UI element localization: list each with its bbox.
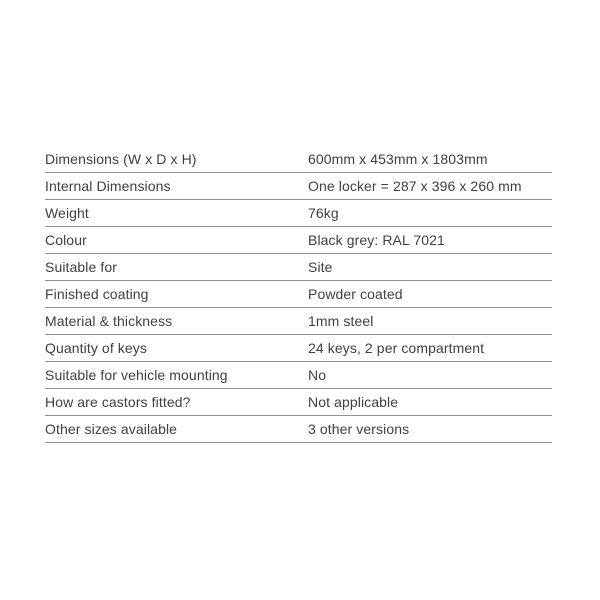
table-row — [45, 254, 552, 281]
spec-label: Colour — [45, 227, 308, 254]
spec-value: No — [308, 362, 552, 389]
spec-value: 1mm steel — [308, 308, 552, 335]
table-row — [45, 146, 552, 173]
spec-label: How are castors fitted? — [45, 389, 308, 416]
spec-label: Quantity of keys — [45, 335, 308, 362]
spec-value: Powder coated — [308, 281, 552, 308]
table-row — [45, 416, 552, 443]
spec-label: Material & thickness — [45, 308, 308, 335]
table-row — [45, 200, 552, 227]
spec-value: Not applicable — [308, 389, 552, 416]
table-row — [45, 335, 552, 362]
table-row — [45, 173, 552, 200]
specification-table — [45, 146, 552, 443]
spec-value: 76kg — [308, 200, 552, 227]
spec-label: Other sizes available — [45, 416, 308, 443]
table-row — [45, 281, 552, 308]
spec-label: Internal Dimensions — [45, 173, 308, 200]
spec-value: Black grey: RAL 7021 — [308, 227, 552, 254]
spec-value: 3 other versions — [308, 416, 552, 443]
spec-label: Finished coating — [45, 281, 308, 308]
spec-value: Site — [308, 254, 552, 281]
spec-label: Dimensions (W x D x H) — [45, 146, 308, 173]
spec-value: 24 keys, 2 per compartment — [308, 335, 552, 362]
spec-label: Suitable for — [45, 254, 308, 281]
table-row — [45, 227, 552, 254]
spec-label: Weight — [45, 200, 308, 227]
table-row — [45, 362, 552, 389]
table-row — [45, 308, 552, 335]
spec-value: 600mm x 453mm x 1803mm — [308, 146, 552, 173]
spec-label: Suitable for vehicle mounting — [45, 362, 308, 389]
specification-table-body — [45, 146, 552, 443]
table-row — [45, 389, 552, 416]
spec-value: One locker = 287 x 396 x 260 mm — [308, 173, 552, 200]
